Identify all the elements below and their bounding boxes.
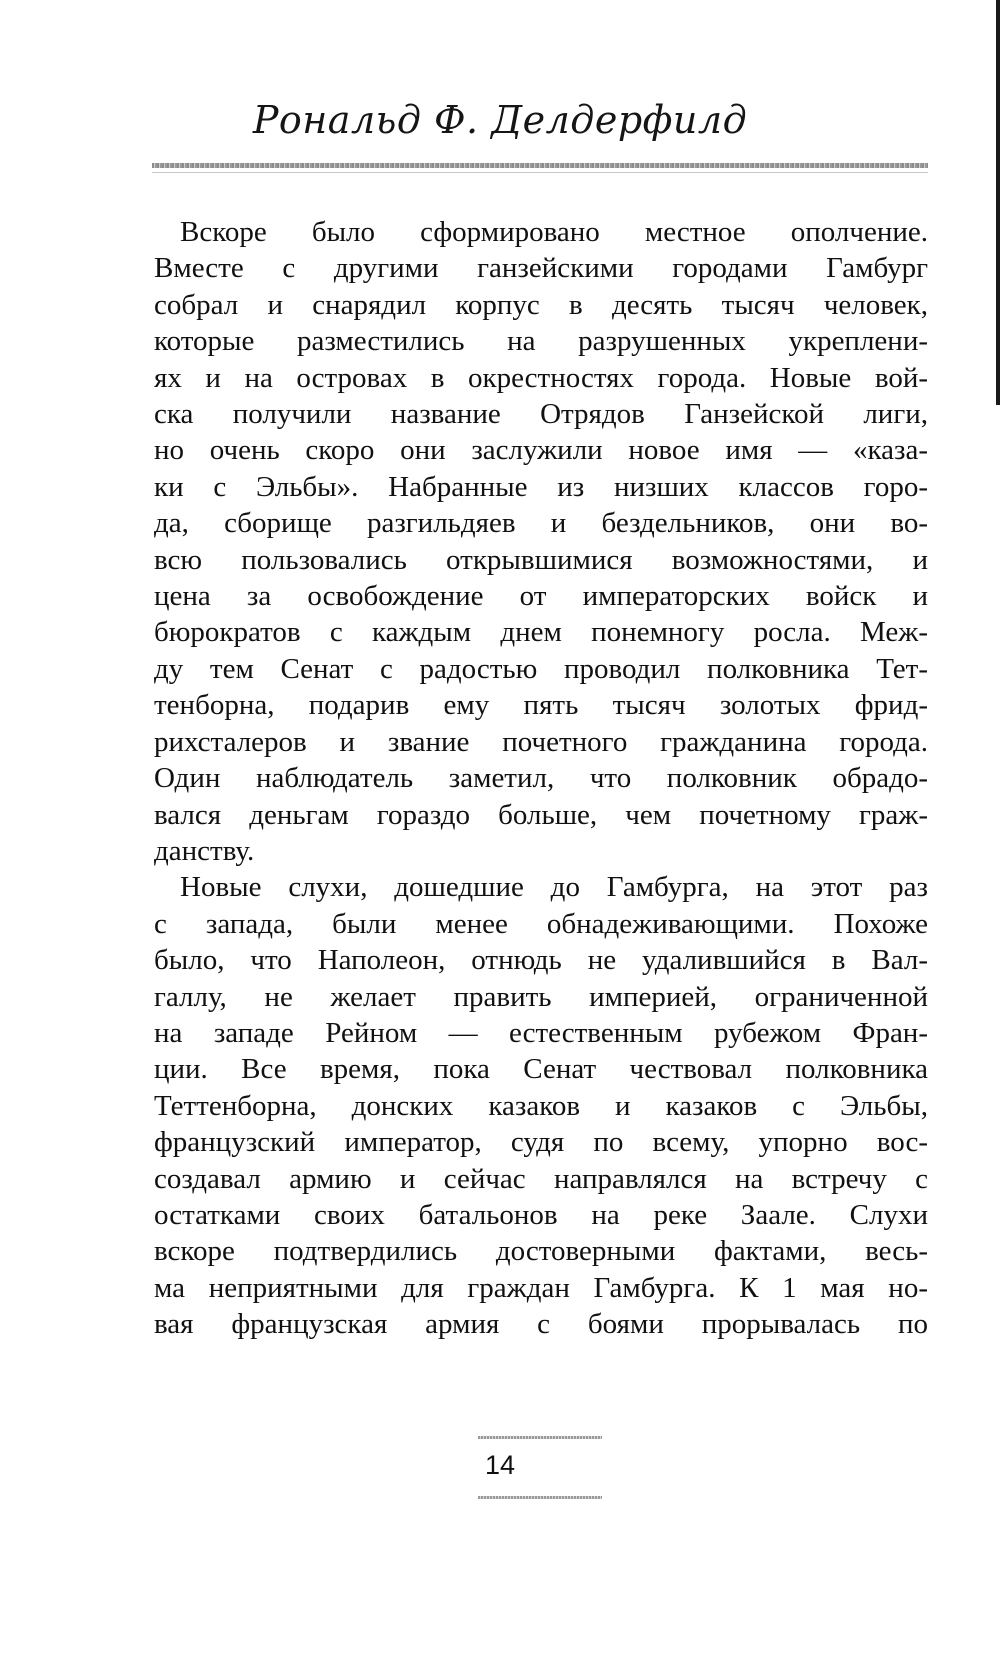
text-line: вскоре подтвердились достоверными фактами, весь- xyxy=(154,1235,928,1268)
text-line: тенборна, подарив ему пять тысяч золотых фрид- xyxy=(154,689,928,722)
header-divider-thin xyxy=(152,172,928,173)
page-number: 14 xyxy=(484,1450,516,1480)
text-line: ду тем Сенат с радостью проводил полковника Тет- xyxy=(154,652,928,685)
text-line: вался деньгам гораздо больше, чем почетному граж- xyxy=(154,798,928,831)
text-line: вая французская армия с боями прорывалась по xyxy=(154,1308,928,1341)
text-line: ях и на островах в окрестностях города. Новые вой- xyxy=(154,361,928,394)
text-line: ции. Все время, пока Сенат чествовал полковника xyxy=(154,1053,928,1086)
text-line: цена за освобождение от императорских войск и xyxy=(154,580,928,613)
text-line: французский император, судя по всему, упорно вос- xyxy=(154,1126,928,1159)
text-line: бюрократов с каждым днем понемногу росла. Меж- xyxy=(154,616,928,649)
text-line: Вскоре было сформировано местное ополчение. xyxy=(180,216,928,248)
text-line: ма неприятными для граждан Гамбурга. К 1 мая но- xyxy=(154,1271,928,1304)
text-line: которые разместились на разрушенных укреплени- xyxy=(154,325,928,358)
body-text xyxy=(154,214,928,1343)
text-line: Новые слухи, дошедшие до Гамбурга, на этот раз xyxy=(180,871,928,904)
text-line: Вместе с другими ганзейскими городами Гамбург xyxy=(154,252,928,285)
header-divider xyxy=(152,163,928,168)
text-line: ска получили название Отрядов Ганзейской лиги, xyxy=(154,398,928,431)
text-line: Теттенборна, донских казаков и казаков с Эльбы, xyxy=(154,1089,928,1122)
paragraph-2 xyxy=(154,869,928,1342)
text-line: Один наблюдатель заметил, что полковник обрадо- xyxy=(154,762,928,795)
text-line: но очень скоро они заслужили новое имя — «каза- xyxy=(154,434,928,467)
text-line: всю пользовались открывшимися возможностями, и xyxy=(154,543,928,576)
text-line: ки с Эльбы». Набранные из низших классов горо- xyxy=(154,470,928,503)
text-line: данству. xyxy=(154,834,255,867)
running-header-author: Рональд Ф. Делдерфилд xyxy=(252,98,748,142)
text-line: было, что Наполеон, отнюдь не удалившийся в Вал- xyxy=(154,944,928,977)
page-edge-shadow xyxy=(996,0,1000,405)
text-line: собрал и снарядил корпус в десять тысяч человек, xyxy=(154,288,928,321)
paragraph-1 xyxy=(154,214,928,869)
text-line: с запада, были менее обнадеживающими. Похоже xyxy=(154,907,928,940)
text-line: остатками своих батальонов на реке Заале. Слухи xyxy=(154,1198,928,1231)
footer-divider-bottom xyxy=(478,1496,602,1499)
text-line: создавал армию и сейчас направлялся на встречу с xyxy=(154,1162,928,1195)
text-line: на западе Рейном — естественным рубежом Фран- xyxy=(154,1016,928,1049)
text-line: да, сборище разгильдяев и бездельников, они во- xyxy=(154,507,928,540)
footer-divider-top xyxy=(478,1436,602,1439)
text-line: галлу, не желает править империей, ограниченной xyxy=(154,980,928,1013)
text-line: рихсталеров и звание почетного гражданина города. xyxy=(154,725,928,758)
